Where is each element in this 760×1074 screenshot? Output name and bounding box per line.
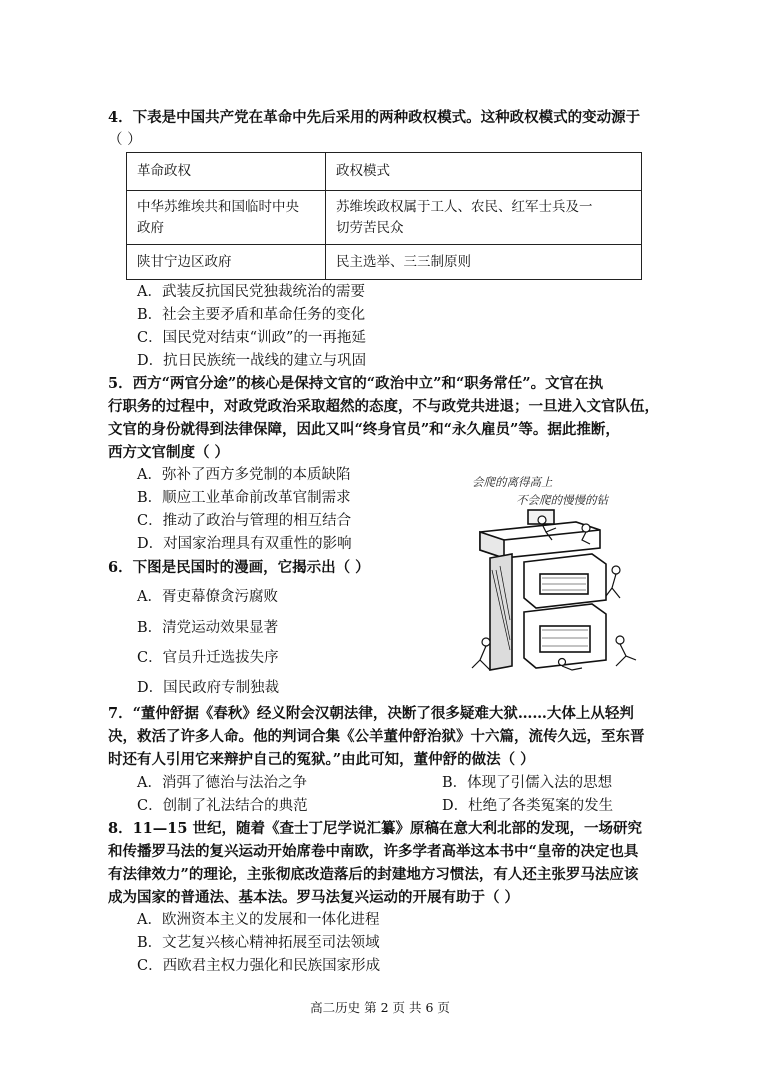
q4-option-c[interactable]: C．国民党对结束“训政”的一再拖延 (137, 330, 366, 346)
q5-option-b[interactable]: B．顺应工业革命前改革官制需求 (137, 490, 351, 506)
q7-stem-line3: 时还有人引用它来辩护自己的冤狱。”由此可知，董仲舒的做法（ ） (108, 751, 535, 768)
q4-option-b[interactable]: B．社会主要矛盾和革命任务的变化 (137, 307, 366, 323)
cartoon-caption-line2: 不会爬的慢慢的钻 (516, 493, 608, 507)
q5-stem-line4: 西方文官制度（ ） (108, 444, 230, 461)
table-header-regime: 革命政权 (127, 153, 326, 191)
table-header-row (127, 153, 642, 191)
table-cell-mode (326, 191, 642, 245)
q5-option-c[interactable]: C．推动了政治与管理的相互结合 (137, 513, 352, 529)
q8-stem-line4: 成为国家的普通法、基本法。罗马法复兴运动的开展有助于（ ） (108, 889, 520, 906)
q8-stem-line3: 有法律效力”的理论，主张彻底改造落后的封建地方习惯法，有人还主张罗马法应该 (108, 866, 639, 883)
q8-stem-line2: 和传播罗马法的复兴运动开始席卷中南欧，许多学者高举这本书中“皇帝的决定也具 (108, 843, 639, 860)
q7-stem-line1: 7．“董仲舒据《春秋》经义附会汉朝法律，决断了很多疑难大狱……大体上从轻判 (108, 705, 634, 722)
q8-option-c[interactable]: C．西欧君主权力强化和民族国家形成 (137, 958, 381, 974)
cell-text: 民主选举、三三制原则 (336, 253, 471, 270)
page-footer: 高二历史 第 2 页 共 6 页 (310, 1000, 450, 1015)
q5-stem-line2: 行职务的过程中，对政党政治采取超然的态度，不与政党共进退；一旦进入文官队伍， (108, 398, 659, 415)
q7-option-d[interactable]: D．杜绝了各类冤案的发生 (442, 798, 614, 814)
q4-stem-line2: （ ） (108, 132, 142, 148)
cell-text: 中华苏维埃共和国临时中央 (137, 198, 299, 215)
q4-option-d[interactable]: D．抗日民族统一战线的建立与巩固 (137, 353, 367, 369)
q6-option-b[interactable]: B．清党运动效果显著 (137, 620, 279, 636)
q8-stem-line1: 8．11—15 世纪，随着《查士丁尼学说汇纂》原稿在意大利北部的发现，一场研究 (108, 820, 642, 837)
table-row (127, 191, 642, 245)
cell-text: 切劳苦民众 (336, 219, 404, 236)
cartoon-caption-line1: 会爬的离得高上 (472, 475, 553, 489)
cartoon-illustration (466, 470, 642, 680)
table-header-mode: 政权模式 (326, 153, 642, 191)
q8-option-b[interactable]: B．文艺复兴核心精神拓展至司法领域 (137, 935, 380, 951)
cell-text: 政府 (137, 219, 164, 236)
q6-option-a[interactable]: A．胥吏幕僚贪污腐败 (137, 589, 278, 605)
q4-option-a[interactable]: A．武装反抗国民党独裁统治的需要 (137, 284, 365, 300)
q4-stem-line1: 4．下表是中国共产党在革命中先后采用的两种政权模式。这种政权模式的变动源于 (108, 109, 641, 126)
q5-option-a[interactable]: A．弥补了西方多党制的本质缺陷 (137, 467, 351, 483)
q7-stem-line2: 决，救活了许多人命。他的判词合集《公羊董仲舒治狱》十六篇，流传久远，至东晋 (108, 728, 645, 745)
q6-option-c[interactable]: C．官员升迁选拔失序 (137, 650, 279, 666)
q8-option-a[interactable]: A．欧洲资本主义的发展和一体化进程 (137, 912, 380, 928)
q5-stem-line1: 5．西方“两官分途”的核心是保持文官的“政治中立”和“职务常任”。文官在执 (108, 375, 604, 392)
cell-text: 苏维埃政权属于工人、农民、红军士兵及一 (336, 198, 593, 215)
q5-option-d[interactable]: D．对国家治理具有双重性的影响 (137, 536, 352, 552)
q6-option-d[interactable]: D．国民政府专制独裁 (137, 680, 280, 696)
q4-table (126, 152, 642, 280)
cell-text: 陕甘宁边区政府 (137, 253, 232, 270)
q5-stem-line3: 文官的身份就得到法律保障，因此又叫“终身官员”和“永久雇员”等。据此推断， (108, 421, 620, 438)
q6-stem: 6．下图是民国时的漫画，它揭示出（ ） (108, 559, 370, 576)
table-cell-mode (326, 245, 642, 280)
q7-option-a[interactable]: A．消弭了德治与法治之争 (137, 775, 307, 791)
table-cell-regime (127, 245, 326, 280)
table-row (127, 245, 642, 280)
q7-option-c[interactable]: C．创制了礼法结合的典范 (137, 798, 308, 814)
table-cell-regime (127, 191, 326, 245)
cartoon-guan-character (480, 510, 606, 670)
q7-option-b[interactable]: B．体现了引儒入法的思想 (442, 775, 613, 791)
